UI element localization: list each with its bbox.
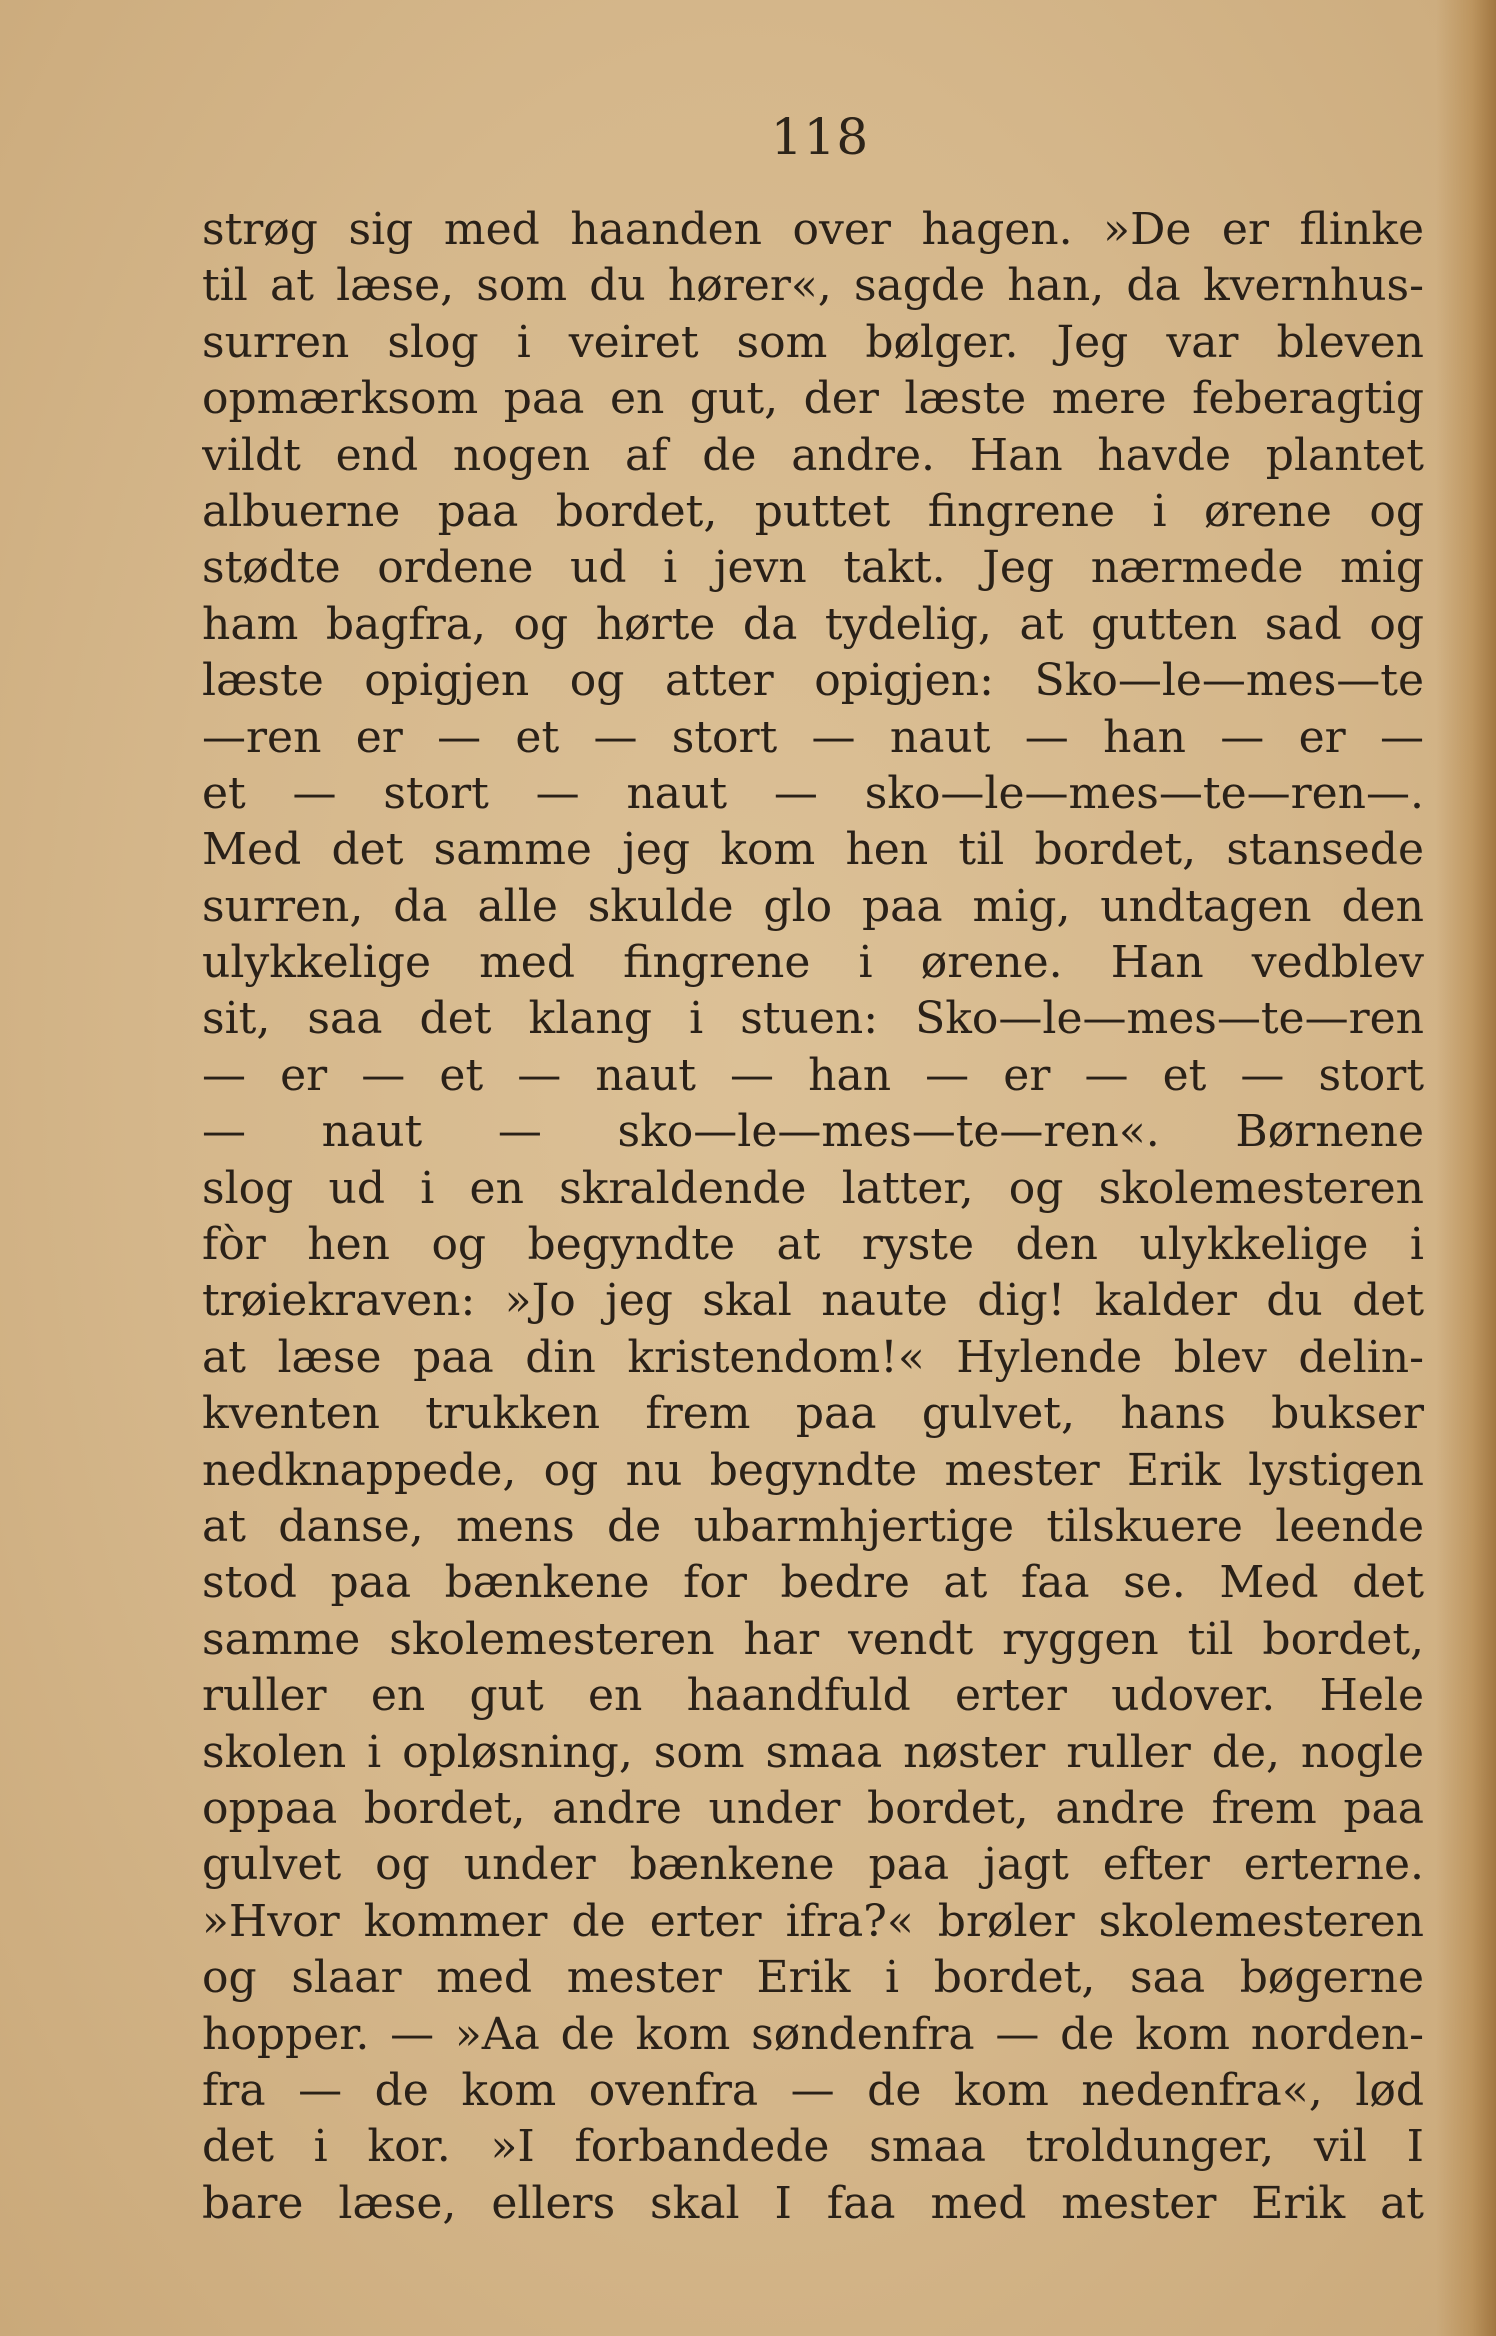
text-line: og slaar med mester Erik i bordet, saa bøgerne [202,1952,1424,2004]
text-line: albuerne paa bordet, puttet fingrene i ørene og [202,485,1424,537]
text-line: at læse paa din kristendom!« Hylende blev delin- [202,1331,1424,1383]
text-line: surren, da alle skulde glo paa mig, undtagen den [202,880,1424,932]
text-line: ham bagfra, og hørte da tydelig, at gutten sad og [202,598,1424,650]
text-line: »Hvor kommer de erter ifra?« brøler skolemesteren [202,1895,1424,1947]
text-line: læste opigjen og atter opigjen: Sko—le—mes—te [202,655,1424,707]
page-number: 118 [770,108,870,166]
text-line: ruller en gut en haandfuld erter udover. Hele [202,1670,1424,1722]
text-line: slog ud i en skraldende latter, og skolemesteren [202,1162,1424,1214]
text-line: opmærksom paa en gut, der læste mere feberagtig [202,373,1424,425]
text-line: fra — de kom ovenfra — de kom nedenfra«, lød [202,2064,1424,2116]
text-line: til at læse, som du hører«, sagde han, da kvernhus- [202,260,1424,312]
text-line: oppaa bordet, andre under bordet, andre frem paa [202,1782,1424,1834]
text-line: samme skolemesteren har vendt ryggen til bordet, [202,1613,1424,1665]
text-line: — naut — sko—le—mes—te—ren«. Børnene [202,1106,1424,1158]
text-line: stod paa bænkene for bedre at faa se. Med det [202,1557,1424,1609]
text-line: kventen trukken frem paa gulvet, hans bukser [202,1388,1424,1440]
text-line: — er — et — naut — han — er — et — stort [202,1049,1424,1101]
text-line: —ren er — et — stort — naut — han — er — [202,711,1424,763]
text-line: bare læse, ellers skal I faa med mester Erik at [202,2177,1424,2229]
body-text [202,202,1424,2232]
text-line: fòr hen og begyndte at ryste den ulykkelige i [202,1219,1424,1271]
text-line: ulykkelige med fingrene i ørene. Han vedblev [202,937,1424,989]
text-line: det i kor. »I forbandede smaa troldunger, vil I [202,2121,1424,2173]
text-line: et — stort — naut — sko—le—mes—te—ren—. [202,767,1424,819]
text-line: stødte ordene ud i jevn takt. Jeg nærmede mig [202,542,1424,594]
text-line: hopper. — »Aa de kom søndenfra — de kom norden- [202,2008,1424,2060]
text-line: Med det samme jeg kom hen til bordet, stansede [202,824,1424,876]
text-line: strøg sig med haanden over hagen. »De er flinke [202,204,1424,255]
text-line: nedknappede, og nu begyndte mester Erik lystigen [202,1444,1424,1496]
page-edge-shadow [1436,0,1496,2336]
text-line: skolen i opløsning, som smaa nøster ruller de, nogle [202,1726,1424,1778]
text-line: at danse, mens de ubarmhjertige tilskuere leende [202,1500,1424,1552]
text-line: sit, saa det klang i stuen: Sko—le—mes—te—ren [202,993,1424,1045]
text-line: surren slog i veiret som bølger. Jeg var bleven [202,316,1424,368]
text-line: vildt end nogen af de andre. Han havde plantet [202,429,1424,481]
text-line: trøiekraven: »Jo jeg skal naute dig! kalder du det [202,1275,1424,1327]
text-line: gulvet og under bænkene paa jagt efter erterne. [202,1839,1424,1891]
